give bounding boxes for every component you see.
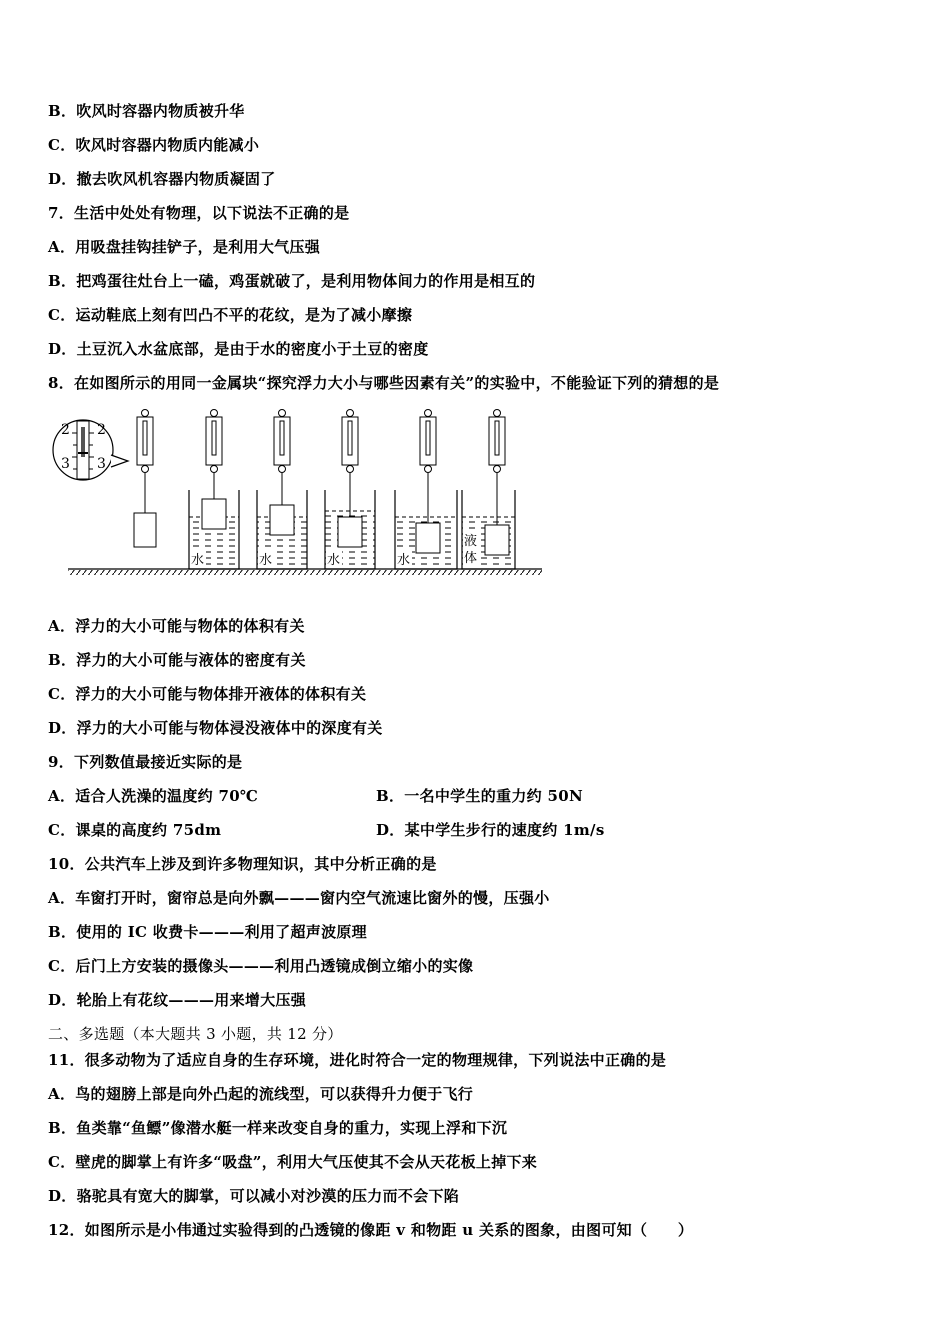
q11-option-b: B．鱼类靠“鱼鳔”像潜水艇一样来改变自身的重力，实现上浮和下沉	[48, 1119, 508, 1137]
buoyancy-experiment-figure	[48, 405, 548, 577]
table-surface	[68, 569, 542, 575]
q8-option-b: B．浮力的大小可能与液体的密度有关	[48, 651, 306, 669]
spring-scale-2	[206, 410, 222, 500]
magnifier-gauge	[53, 420, 128, 480]
q6-option-c: C．吹风时容器内物质内能减小	[48, 136, 260, 154]
q7-option-d: D．土豆沉入水盆底部，是由于水的密度小于土豆的密度	[48, 340, 429, 358]
gauge-label-2-right: 2	[97, 422, 106, 438]
q10-option-c: C．后门上方安装的摄像头———利用凸透镜成倒立缩小的实像	[48, 957, 474, 975]
gauge-label-2-left: 2	[61, 422, 70, 438]
q6-option-d: D．撤去吹风机容器内物质凝固了	[48, 170, 276, 188]
gauge-label-3-left: 3	[61, 456, 70, 472]
q8-option-a: A．浮力的大小可能与物体的体积有关	[48, 617, 305, 635]
spring-scale-3	[274, 410, 290, 506]
q11-option-c: C．壁虎的脚掌上有许多“吸盘”，利用大气压使其不会从天花板上掉下来	[48, 1153, 538, 1171]
q11-stem: 11．很多动物为了适应自身的生存环境，进化时符合一定的物理规律，下列说法中正确的是	[48, 1051, 667, 1069]
beaker-5-liquid	[462, 490, 515, 569]
q11-option-a: A．鸟的翅膀上部是向外凸起的流线型，可以获得升力便于飞行	[48, 1085, 474, 1103]
q9-option-d: D．某中学生步行的速度约 1m/s	[376, 821, 605, 839]
beaker-1-label: 水	[191, 553, 205, 568]
section-title-multiple-choice: 二、多选题（本大题共 3 小题，共 12 分）	[48, 1025, 343, 1043]
q8-stem: 8．在如图所示的用同一金属块“探究浮力大小与哪些因素有关”的实验中，不能验证下列的猜想的是	[48, 374, 720, 392]
beaker-4-label: 水	[397, 553, 411, 568]
q10-option-a: A．车窗打开时，窗帘总是向外飘———窗内空气流速比窗外的慢，压强小	[48, 889, 550, 907]
q8-option-d: D．浮力的大小可能与物体浸没液体中的深度有关	[48, 719, 383, 737]
spring-scale-6	[489, 410, 505, 526]
beaker-5-label-top: 液	[464, 534, 478, 549]
beaker-5-label-bottom: 体	[464, 551, 478, 566]
q9-option-c: C．课桌的高度约 75dm	[48, 821, 222, 839]
q12-stem: 12．如图所示是小伟通过实验得到的凸透镜的像距 v 和物距 u 关系的图象，由图可知（ ）	[48, 1221, 694, 1239]
q7-stem: 7．生活中处处有物理，以下说法不正确的是	[48, 204, 350, 222]
spring-scale-1	[134, 410, 156, 548]
q11-option-d: D．骆驼具有宽大的脚掌，可以减小对沙漠的压力而不会下陷	[48, 1187, 460, 1205]
spring-scale-5	[420, 410, 436, 524]
spring-scale-4	[342, 410, 358, 518]
q7-option-a: A．用吸盘挂钩挂铲子，是利用大气压强	[48, 238, 321, 256]
beaker-4-water	[395, 490, 457, 569]
q6-option-b: B．吹风时容器内物质被升华	[48, 102, 245, 120]
q10-option-b: B．使用的 IC 收费卡———利用了超声波原理	[48, 923, 367, 941]
q9-option-b: B．一名中学生的重力约 50N	[376, 787, 583, 805]
q7-option-b: B．把鸡蛋往灶台上一磕，鸡蛋就破了，是利用物体间力的作用是相互的	[48, 272, 536, 290]
q8-option-c: C．浮力的大小可能与物体排开液体的体积有关	[48, 685, 367, 703]
q10-stem: 10．公共汽车上涉及到许多物理知识，其中分析正确的是	[48, 855, 437, 873]
beaker-1-water	[189, 490, 239, 569]
beaker-3-label: 水	[327, 553, 341, 568]
q10-option-d: D．轮胎上有花纹———用来增大压强	[48, 991, 307, 1009]
q9-option-a: A．适合人洗澡的温度约 70℃	[48, 787, 259, 805]
gauge-label-3-right: 3	[97, 456, 106, 472]
beaker-2-label: 水	[259, 553, 273, 568]
q9-stem: 9．下列数值最接近实际的是	[48, 753, 243, 771]
q7-option-c: C．运动鞋底上刻有凹凸不平的花纹，是为了减小摩擦	[48, 306, 413, 324]
